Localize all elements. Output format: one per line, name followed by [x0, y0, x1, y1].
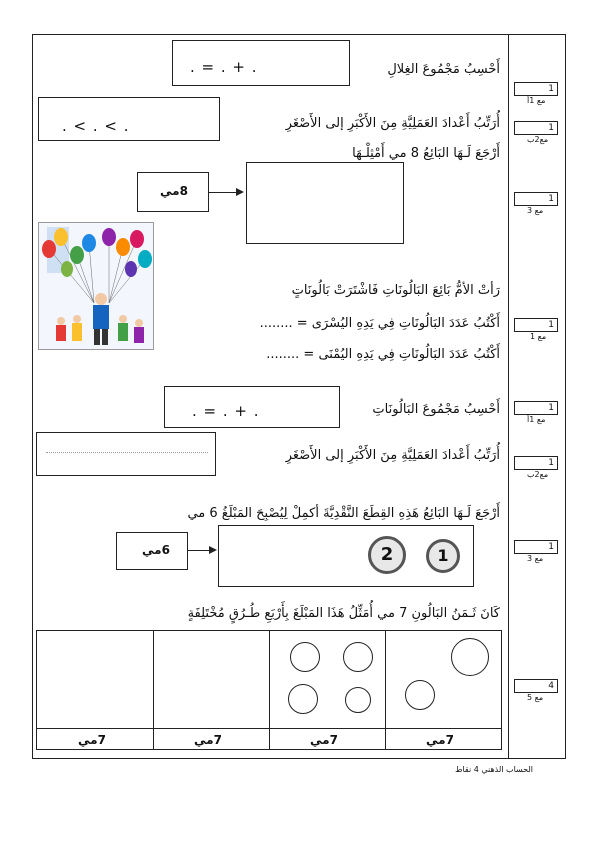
score-box-5[interactable]: 1 [514, 401, 558, 415]
balloon-seller-illustration [38, 222, 154, 350]
story-line-1: رَأتْ الأمُّ بَائِعَ البَالُونَاتِ فَاشْتَرَتْ بَالُونَاتٍ [291, 283, 500, 298]
coin-circle-icon [345, 687, 371, 713]
q6-source-label: 6مي [142, 543, 170, 557]
q4-instruction: أَحْسِبُ مَجْمُوعَ البَالُونَاتِ [372, 402, 500, 417]
score-box-8[interactable]: 4 [514, 679, 558, 693]
score-box-6[interactable]: 1 [514, 456, 558, 470]
q1-expression: . = . + . [190, 58, 258, 76]
score-box-1[interactable]: 1 [514, 82, 558, 96]
criterion-label-2: مع2ب [527, 135, 549, 144]
criterion-label-5: مع 1أ [527, 415, 546, 424]
story-line-2: أَكْتُبُ عَدَدَ البَالُونَاتِ فِي يَدِهِ اليُسْرَى = ........ [259, 316, 500, 331]
q7-price-1: 7مي [78, 733, 106, 747]
score-box-2[interactable]: 1 [514, 121, 558, 135]
score-column-divider [508, 34, 509, 759]
q2-expression: . < . < . [62, 117, 130, 135]
q7-grid-col-divider [385, 630, 386, 750]
q3-answer-box[interactable] [246, 162, 404, 244]
q3-arrow-line [209, 192, 239, 193]
q7-cell-2[interactable] [154, 631, 269, 728]
coin-1-value: 1 [437, 546, 449, 565]
q7-price-2: 7مي [194, 733, 222, 747]
story-line-3: أَكْتُبُ عَدَدَ البَالُونَاتِ فِي يَدِهِ اليُمْنَى = ........ [266, 347, 500, 362]
q7-instruction: كَانَ ثَـمَنُ البَالُونِ 7 مي أُمَثِّلُ هَذَا المَبْلَغَ بِأَرْبَعِ طُـرُقٍ مُخْتَلِفَةٍ [187, 606, 500, 621]
balloon-drawing [39, 223, 154, 350]
score-box-7[interactable]: 1 [514, 540, 558, 554]
coin-circle-icon [405, 680, 435, 710]
criterion-label-7: مع 3 [527, 554, 544, 563]
q4-expression: . = . + . [192, 402, 260, 420]
coin-circle-icon [343, 642, 373, 672]
arrow-head-icon [236, 188, 244, 196]
score-box-3[interactable]: 1 [514, 192, 558, 206]
q5-answer-box[interactable] [36, 432, 216, 476]
criterion-label-6: مع2ب [527, 470, 549, 479]
q3-source-label: 8مي [160, 184, 188, 198]
score-box-4[interactable]: 1 [514, 318, 558, 332]
coin-circle-icon [451, 638, 489, 676]
criterion-label-3: مع 3 [527, 206, 544, 215]
coin-circle-icon [288, 684, 318, 714]
q6-instruction: أَرْجَعَ لَـهَا البَائِعُ هَذِهِ القِطَعَ النَّقْدِيَّةَ أكمِلْ لِيُصْبِحَ المَبْلَغُ 6 مي [187, 506, 500, 521]
criterion-label-4: مع 1 [530, 332, 547, 341]
criterion-label-1: مع 1أ [527, 96, 546, 105]
q7-grid-col-divider [269, 630, 270, 750]
q2-instruction: أُرَتِّبُ أَعْدادَ العَمَلِيَّةِ مِنَ الأَكْبَرِ إلى الأَصْغَرِ [285, 116, 500, 131]
q3-instruction: أَرْجَعَ لَـهَا البَائِعُ 8 مي أَمْثِلْـهَا [352, 146, 500, 161]
q7-cell-1[interactable] [37, 631, 153, 728]
coin-circle-icon [290, 642, 320, 672]
q7-price-3: 7مي [310, 733, 338, 747]
coin-2-value: 2 [380, 544, 394, 565]
criterion-label-8: مع 5 [527, 693, 544, 702]
q5-instruction: أُرَتِّبُ أَعْدادَ العَمَلِيَّةِ مِنَ الأَكْبَرِ إلى الأَصْغَرِ [285, 448, 500, 463]
q5-dotted-answer-line [46, 452, 208, 453]
arrow-head-icon [209, 546, 217, 554]
footer-note: الحساب الذهني 4 نقاط [455, 765, 533, 774]
q1-instruction: أَحْسِبُ مَجْمُوعَ الغِلالِ [387, 62, 500, 77]
q7-price-4: 7مي [426, 733, 454, 747]
